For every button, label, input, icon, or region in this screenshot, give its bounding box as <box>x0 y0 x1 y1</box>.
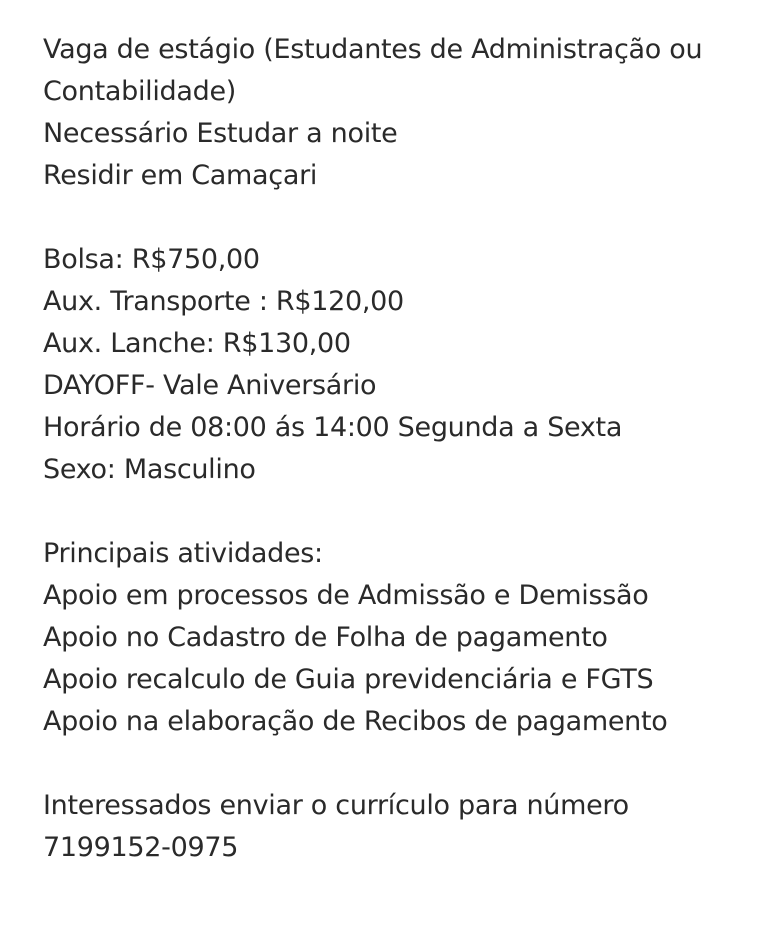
contact-phone-number: 7199152-0975 <box>43 832 239 863</box>
activity-item: Apoio em processos de Admissão e Demissão <box>43 580 649 611</box>
benefit-line-horario: Horário de 08:00 ás 14:00 Segunda a Sexta <box>43 412 623 443</box>
spacer <box>43 491 767 533</box>
header-line-1: Vaga de estágio (Estudantes de Administração ou <box>43 34 703 65</box>
benefit-line-lanche: Aux. Lanche: R$130,00 <box>43 328 351 359</box>
spacer <box>43 197 767 239</box>
spacer <box>43 743 767 785</box>
benefit-line-dayoff: DAYOFF- Vale Aniversário <box>43 370 377 401</box>
benefit-line-transporte: Aux. Transporte : R$120,00 <box>43 286 404 317</box>
header-line-3: Necessário Estudar a noite <box>43 118 398 149</box>
activities-heading: Principais atividades: <box>43 538 323 569</box>
header-line-4: Residir em Camaçari <box>43 160 318 191</box>
activity-item: Apoio no Cadastro de Folha de pagamento <box>43 622 608 653</box>
header-line-2: Contabilidade) <box>43 76 237 107</box>
activity-item: Apoio na elaboração de Recibos de pagamento <box>43 706 668 737</box>
benefit-line-sexo: Sexo: Masculino <box>43 454 256 485</box>
contact-instruction: Interessados enviar o currículo para número <box>43 790 629 821</box>
job-posting-message <box>43 29 767 869</box>
activity-item: Apoio recalculo de Guia previdenciária e FGTS <box>43 664 654 695</box>
benefit-line-bolsa: Bolsa: R$750,00 <box>43 244 260 275</box>
